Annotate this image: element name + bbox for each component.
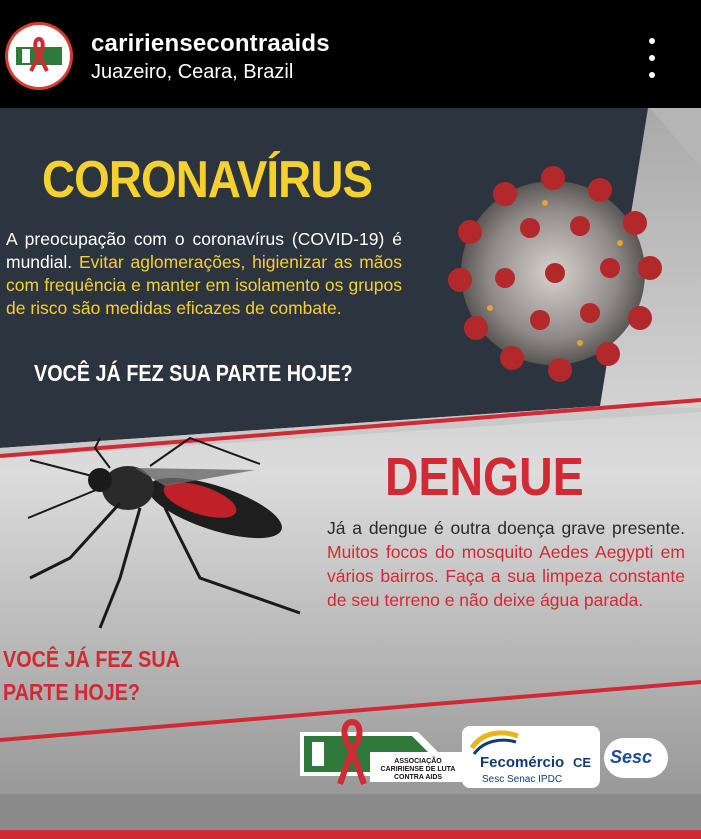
ce-label: CE (573, 755, 592, 770)
coronavirus-description (6, 228, 402, 320)
dengue-description (327, 516, 685, 612)
post-location[interactable]: Juazeiro, Ceara, Brazil (91, 61, 294, 83)
sesc-label: Sesc (610, 747, 653, 767)
dengue-text-highlight: Muitos focos do mosquito Aedes Aegypti em vários bairros. Faça a sua limpeza constante de seu terreno e não deixe água parada. (327, 542, 685, 610)
dengue-title: DENGUE (385, 447, 584, 507)
association-name: ASSOCIAÇÃO CARIRIENSE DE LUTA CONTRA AIDS (380, 758, 456, 781)
sesc-senac-label: Sesc Senac IPDC (482, 774, 563, 785)
account-username[interactable]: caririensecontraaids (91, 30, 330, 57)
post-image (0, 108, 701, 839)
coronavirus-title: CORONAVÍRUS (42, 151, 373, 209)
sponsor-logos (0, 714, 701, 794)
more-vertical-icon[interactable] (640, 38, 664, 78)
ribbon-logo-icon (8, 25, 70, 87)
profile-avatar[interactable] (5, 22, 73, 90)
post-header (0, 0, 701, 108)
coronavirus-text-plain: A preocupação com o coronavírus (COVID-19) é mundial. (6, 229, 402, 272)
dengue-text-plain: Já a dengue é outra doença grave presente. (327, 518, 685, 538)
coronavirus-text-highlight: Evitar aglomerações, higienizar as mãos com frequência e manter em isolamento os grupos de risco são medidas eficazes de combate. (6, 252, 402, 318)
coronavirus-cta: VOCÊ JÁ FEZ SUA PARTE HOJE? (34, 360, 353, 386)
dengue-cta: VOCÊ JÁ FEZ SUA PARTE HOJE? (3, 646, 180, 705)
fecomercio-label: Fecomércio (480, 754, 565, 771)
